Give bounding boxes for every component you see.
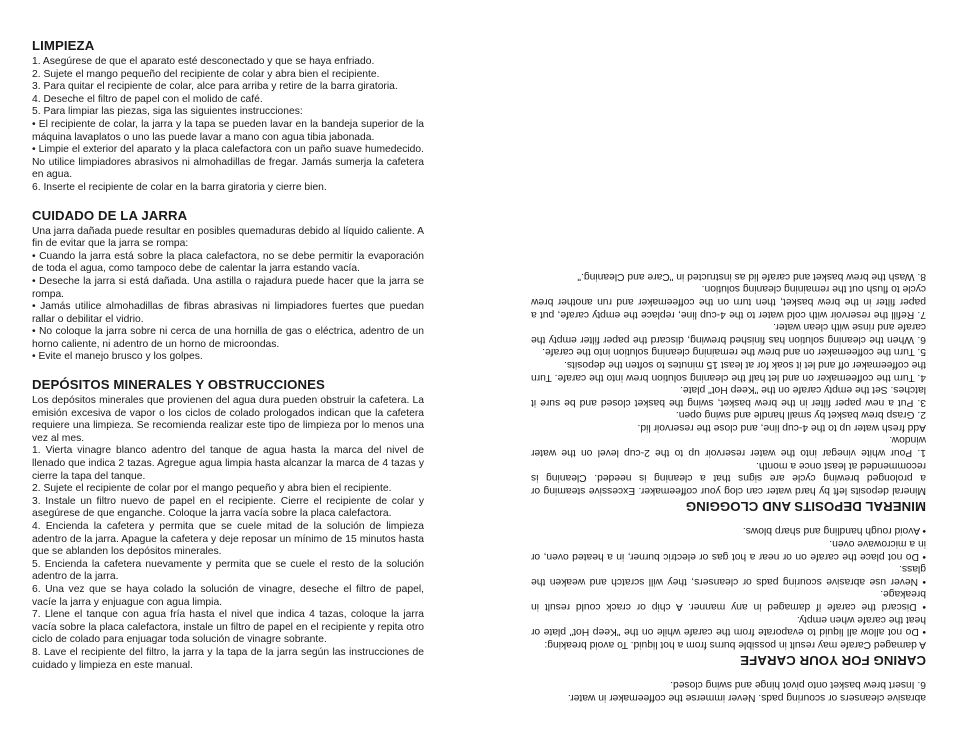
paragraph: • Limpie el exterior del aparato y la placa calefactora con un paño suave humedecido. No utilice limpiadores abrasivos ni almohadillas de fregar. Jamás sumerja la cafetera en agua. [32, 144, 424, 181]
paragraph: Add fresh water up to the 4-cup line, and close the reservoir lid. [637, 421, 926, 433]
paragraph: • No coloque la jarra sobre ni cerca de una hornilla de gas o eléctrica, adentro de un horno caliente, ni adentro de un horno de microondas. [32, 326, 424, 350]
paragraph: 7. Refill the reservoir with cold water to the 4-cup line, replace the empty carafe, put a paper filter in the brew basket, then turn on the coffeemaker and run another brew cycle to flush out the remaining cleaning solution. [531, 283, 926, 320]
section-title-cuidado: CUIDADO DE LA JARRA [32, 207, 188, 223]
paragraph: 3. Put a new paper filter in the brew basket, swing the basket closed and be sure it latches. Set the empty carafe on the "Keep Hot" plate. [531, 384, 926, 408]
paragraph: 5. Encienda la cafetera nuevamente y permita que se cuele el resto de la solución adentro de la jarra. [32, 558, 424, 583]
section-cuidado [32, 208, 424, 365]
paragraph: • Never use abrasive scouring pads or cleansers, they will scratch and weaken the glass. [531, 563, 926, 587]
paragraph: • Cuando la jarra está sobre la placa calefactora, no se debe permitir la evaporación de toda el agua, como tampoco debe de calentar la jarra estando vacía. [32, 250, 424, 275]
english-column [531, 269, 926, 703]
paragraph: • Avoid rough handling and sharp blows. [742, 525, 926, 537]
section-title-caring: CARING FOR YOUR CARAFE [740, 652, 926, 668]
paragraph: 4. Encienda la cafetera y permita que se cuele mitad de la solución de limpieza adentro de la jarra. Apague la cafetera y deje reposar un mínimo de 15 minutos hasta que se ablanden los depósitos minerales. [32, 521, 424, 558]
paragraph: 2. Sujete el recipiente de colar por el mango pequeño y abra bien el recipiente. [32, 483, 392, 495]
paragraph: 6. When the cleaning solution has finished brewing, discard the paper filter empty the carafe and rinse with clean water. [531, 321, 926, 345]
paragraph: 2. Sujete el mango pequeño del recipiente de colar y abra bien el recipiente. [32, 68, 380, 80]
paragraph: • Discard the carafe if damaged in any manner. A chip or crack could result in breakage. [531, 588, 926, 613]
paragraph: 1. Vierta vinagre blanco adentro del tanque de agua hasta la marca del nivel de llenado que indica 2 tazas. Agregue agua limpia hasta alcanzar la marca de 4 tazas y cierre la tapa del tanque. [32, 445, 424, 482]
paragraph: • Jamás utilice almohadillas de fibras abrasivas ni limpiadores fuertes que puedan rallar o debilitar el vidrio. [32, 301, 424, 325]
section-depositos [32, 377, 424, 672]
paragraph: 6. Insert brew basket onto pivot hinge and swing closed. [670, 679, 926, 691]
paragraph: 1. Asegúrese de que el aparato esté desconectado y que se haya enfriado. [32, 56, 375, 67]
section-title-limpieza: LIMPIEZA [32, 38, 95, 53]
paragraph: • Do not allow all liquid to evaporate from the carafe while on the "Keep Hot" plate or heat the carafe when empty. [531, 613, 926, 638]
paragraph: Los depósitos minerales que provienen del agua dura pueden obstruir la cafetera. La emisión excesiva de vapor o los ciclos de colado prologados indican que la cafetera requiere una limpieza. Se recomienda realizar este tipo de limpieza por lo menos una vez al mes. [32, 395, 424, 444]
paragraph: • Do not place the carafe on or near a hot gas or electric burner, in a heated oven, or in a microwave oven. [531, 538, 926, 562]
section-limpieza [32, 38, 424, 195]
section-title-mineral: MINERAL DEPOSITS AND CLOGGING [685, 498, 926, 514]
paragraph: 2. Grasp brew basket by small handle and swing open. [675, 409, 926, 421]
paragraph: A damaged Carafe may result in possible burns from a hot liquid. To avoid breaking: [544, 638, 926, 650]
paragraph: 6. Inserte el recipiente de colar en la barra giratoria y cierre bien. [32, 181, 327, 193]
paragraph: • Evite el manejo brusco y los golpes. [32, 351, 203, 363]
paragraph: Mineral deposits left by hard water can clog your coffeemaker. Excessive steaming or a prolonged brewing cycle are signs that a cleaning is needed. Cleaning is recommended at least once a month. [531, 459, 926, 496]
paragraph: 7. Llene el tanque con agua fría hasta el nivel que indica 4 tazas, coloque la jarra vacía sobre la placa calefactora, instale un filtro de papel en el recipiente y repita otro ciclo de colado para enjuagar toda solución de vinagre sobrante. [32, 609, 424, 646]
section-title-depositos: DEPÓSITOS MINERALES Y OBSTRUCCIONES [32, 377, 325, 393]
paragraph: 4. Deseche el filtro de papel con el molido de café. [32, 93, 263, 105]
paragraph: 3. Para quitar el recipiente de colar, alce para arriba y retire de la barra giratoria. [32, 81, 398, 93]
paragraph: abrasive cleansers or scouring pads. Never immerse the coffeemaker in water. [567, 692, 926, 703]
paragraph: • Deseche la jarra si está dañada. Una astilla o rajadura puede hacer que la jarra se rompa. [32, 275, 424, 300]
paragraph: 8. Wash the brew basket and carafe lid as instructed in "Care and Cleaning." [577, 270, 926, 282]
section-cleaning-tail [531, 678, 926, 703]
paragraph: 5. Turn the coffeemaker on and brew the remaining cleaning solution into the carafe. [542, 346, 926, 358]
paragraph: 8. Lave el recipiente del filtro, la jarra y la tapa de la jarra según las instrucciones de cuidado y limpieza en este manual. [32, 646, 424, 671]
section-caring [531, 524, 926, 668]
paragraph: 5. Para limpiar las piezas, siga las siguientes instrucciones: [32, 106, 303, 118]
paragraph: 6. Una vez que se haya colado la solución de vinagre, deseche el filtro de papel, vacíe la jarra y enjuague con agua limpia. [32, 583, 424, 608]
paragraph: 1. Pour white vinegar into the water reservoir up to the 2-cup level on the water window. [531, 434, 926, 459]
paragraph: • El recipiente de colar, la jarra y la tapa se pueden lavar en la bandeja superior de la máquina lavaplatos o uno las puede lavar a mano con agua tibia jabonada. [32, 118, 424, 143]
paragraph: 3. Instale un filtro nuevo de papel en el recipiente. Cierre el recipiente de colar y asegúrese de que enganche. Coloque la jarra vacía sobre la placa calefactora. [32, 495, 424, 520]
spanish-column [32, 38, 424, 672]
paragraph: Una jarra dañada puede resultar en posibles quemaduras debido al líquido caliente. A fin de evitar que la jarra se rompa: [32, 225, 424, 250]
english-column-rotated [531, 190, 926, 703]
section-mineral [531, 269, 926, 514]
paragraph: 4. Turn the coffeemaker on and let half the cleaning solution brew into the carafe. Turn the coffeemaker off and let it soak for at least 15 minutes to soften the deposits. [531, 358, 926, 383]
